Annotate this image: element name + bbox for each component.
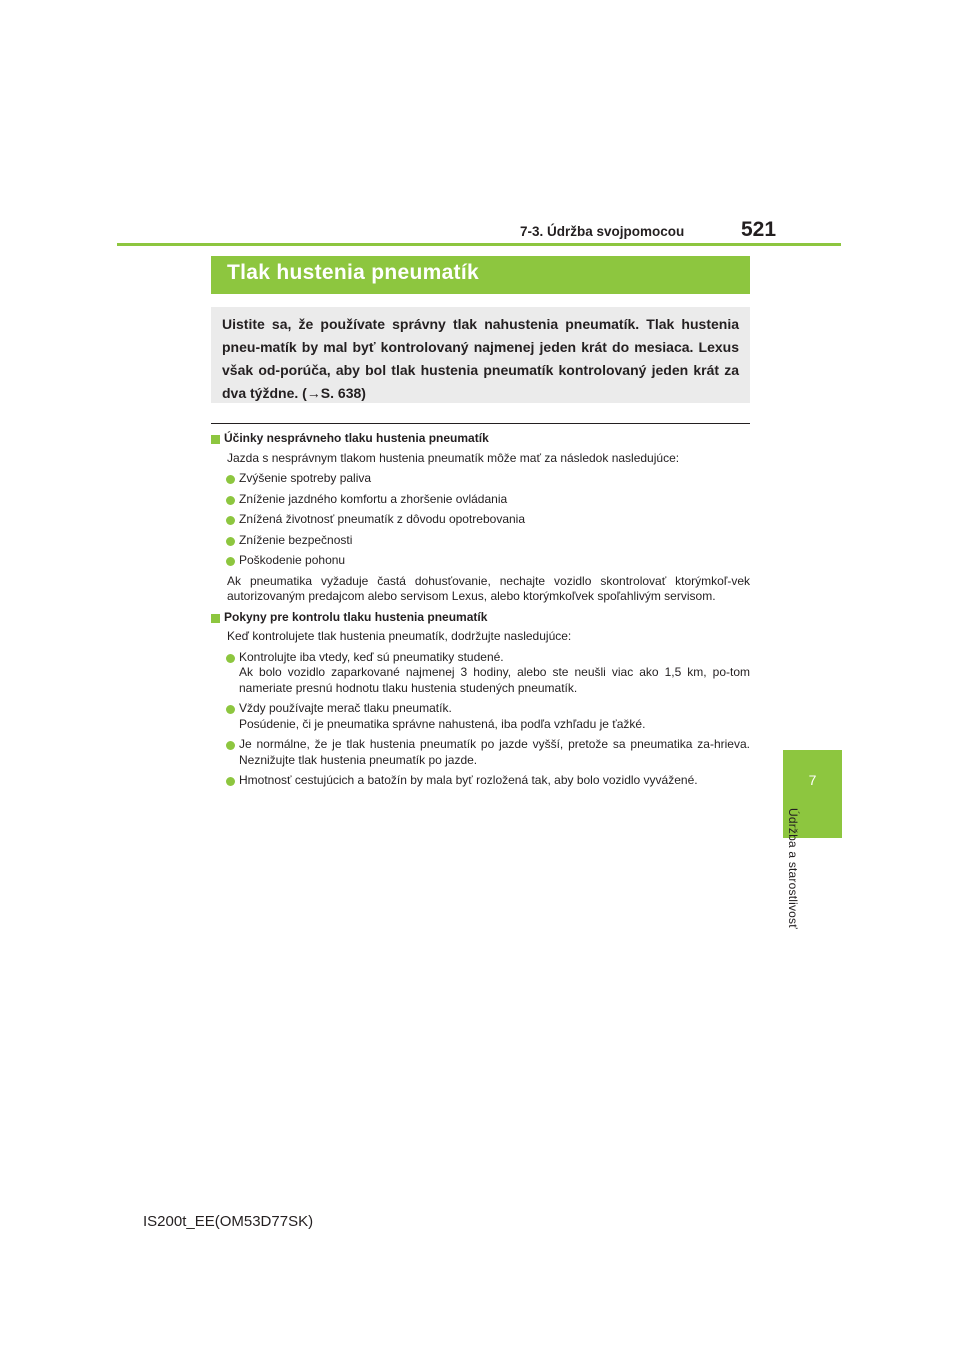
list-item (211, 701, 750, 732)
list-item-text: Poškodenie pohonu (239, 553, 346, 567)
list-item-text: Vždy používajte merač tlaku pneumatík. (239, 701, 452, 715)
circle-bullet-icon (226, 557, 235, 566)
list-item-text: Kontrolujte iba vtedy, keď sú pneumatiky studené. (239, 649, 504, 664)
section-heading-text: Pokyny pre kontrolu tlaku hustenia pneumatík (224, 609, 488, 624)
section-divider (211, 423, 750, 424)
circle-bullet-icon (226, 537, 235, 546)
list-item-text: Znížená životnosť pneumatík z dôvodu opotrebovania (239, 512, 526, 526)
list-item-text: Zníženie jazdného komfortu a zhoršenie ovládania (239, 491, 508, 506)
section-lead: Jazda s nesprávnym tlakom hustenia pneumatík môže mať za následok nasledujúce: (227, 450, 680, 465)
title-banner (211, 256, 750, 294)
header-divider (117, 243, 841, 246)
list-item (211, 553, 750, 569)
list-item-text: Zvýšenie spotreby paliva (239, 471, 372, 485)
page-title: Tlak hustenia pneumatík (227, 261, 479, 284)
list-item (211, 533, 750, 549)
list-item-text: Je normálne, že je tlak hustenia pneumatík po jazde vyšší, pretože sa pneumatika za-hrieva. Neznižujte tlak hustenia pneumatík po jazde. (239, 737, 750, 767)
list-item (211, 512, 750, 528)
chapter-number: 7 (808, 772, 817, 788)
section-heading (211, 610, 750, 626)
list-item-text: Zníženie bezpečnosti (239, 532, 353, 547)
circle-bullet-icon (226, 777, 235, 786)
circle-bullet-icon (226, 654, 235, 663)
document-code: IS200t_EE(OM53D77SK) (143, 1213, 314, 1230)
square-bullet-icon (211, 435, 220, 444)
list-item-detail: Ak bolo vozidlo zaparkované najmenej 3 hodiny, alebo ste neušli viac ako 1,5 km, po-tom nameriate presnú hodnotu tlaku hustenia studených pneumatík. (239, 665, 750, 695)
list-item-detail: Posúdenie, či je pneumatika správne nahustená, iba podľa vzhľadu je ťažké. (239, 716, 646, 731)
list-item (211, 650, 750, 697)
header-section-title: 7-3. Údržba svojpomocou (520, 224, 685, 239)
page-number: 521 (741, 218, 777, 241)
chapter-label: Údržba a starostlivosť (786, 808, 800, 929)
list-item (211, 737, 750, 768)
section-note: Ak pneumatika vyžaduje častá dohusťovanie, nechajte vozidlo skontrolovať ktorýmkoľ-vek autorizovaným predajcom alebo servisom Lexus, alebo ktorýmkoľvek spoľahlivým servisom. (227, 573, 750, 603)
section-lead: Keď kontrolujete tlak hustenia pneumatík, dodržujte nasledujúce: (227, 629, 572, 643)
square-bullet-icon (211, 614, 220, 623)
list-item (211, 471, 750, 487)
intro-box (211, 307, 750, 403)
circle-bullet-icon (226, 475, 235, 484)
content-body (211, 431, 750, 794)
list-item (211, 492, 750, 508)
intro-text: Uistite sa, že používate správny tlak nahustenia pneumatík. Tlak hustenia pneu-matík by mal byť kontrolovaný najmenej jeden krát do mesiaca. Lexus však od-porúča, aby bol tlak hustenia pneumatík kontrolovaný jeden krát za dva týždne. (→S. 638) (222, 316, 739, 401)
list-item-text: Hmotnosť cestujúcich a batožín by mala byť rozložená tak, aby bolo vozidlo vyvážené. (239, 773, 698, 787)
section-heading-text: Účinky nesprávneho tlaku hustenia pneumatík (224, 431, 489, 445)
circle-bullet-icon (226, 516, 235, 525)
circle-bullet-icon (226, 496, 235, 505)
circle-bullet-icon (226, 741, 235, 750)
circle-bullet-icon (226, 705, 235, 714)
list-item (211, 773, 750, 789)
section-heading (211, 431, 750, 447)
